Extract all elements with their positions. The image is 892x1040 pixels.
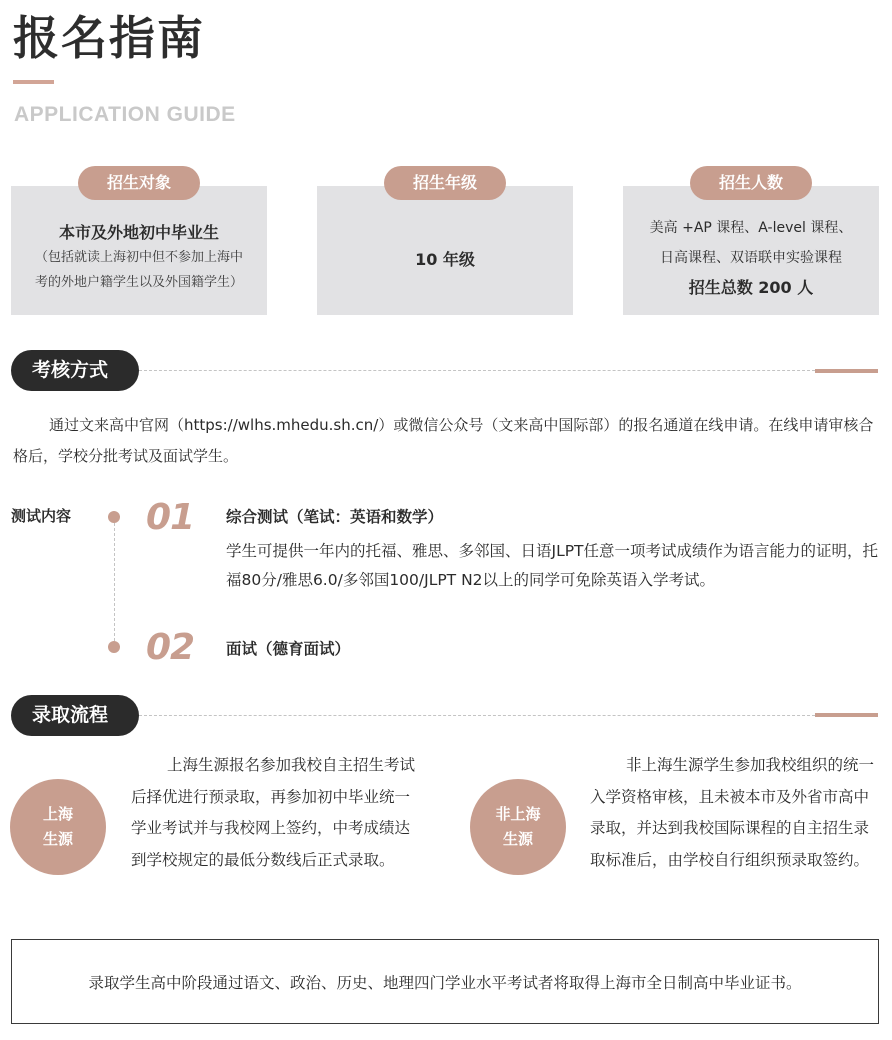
timeline-dot	[108, 641, 120, 653]
card-enrollment-count	[623, 186, 879, 315]
section-divider	[139, 715, 815, 716]
admission-nonlocal-text: 非上海生源学生参加我校组织的统一入学资格审核，且未被本市及外省市高中录取，并达到我校国际课程的自主招生录取标准后，由学校自行组织预录取签约。	[590, 756, 875, 869]
badge-line: 生源	[502, 830, 533, 848]
item-desc-written-test: 学生可提供一年内的托福、雅思、多邻国、日语JLPT任意一项考试成绩作为语言能力的证明，托福80分/雅思6.0/多邻国100/JLPT N2以上的同学可免除英语入学考试。	[226, 542, 879, 589]
card-enrollment-grade	[317, 186, 573, 315]
item-number: 01	[146, 497, 195, 538]
badge-line: 上海	[42, 805, 73, 823]
timeline-dot	[108, 511, 120, 523]
admission-local-text: 上海生源报名参加我校自主招生考试后择优进行预录取，再参加初中毕业统一学业考试并与我校网上签约，中考成绩达到学校规定的最低分数线后正式录取。	[131, 756, 416, 869]
card-tag-enrollment-target: 招生对象	[78, 166, 200, 200]
page-title: 报名指南	[13, 11, 205, 65]
section-accent-bar	[815, 369, 878, 373]
graduation-note-box	[11, 939, 879, 1024]
item-number: 02	[146, 627, 195, 668]
section-heading-assessment: 考核方式	[11, 350, 139, 391]
section-divider	[139, 370, 815, 371]
section-heading-admission: 录取流程	[11, 695, 139, 736]
test-content-label: 测试内容	[11, 507, 72, 525]
card-tag-enrollment-grade: 招生年级	[384, 166, 506, 200]
item-title-written-test: 综合测试（笔试：英语和数学）	[226, 508, 444, 526]
page-subtitle: APPLICATION GUIDE	[14, 103, 236, 126]
card-enrollment-target	[11, 186, 267, 315]
graduation-note: 录取学生高中阶段通过语文、政治、历史、地理四门学业水平考试者将取得上海市全日制高中毕业证书。	[88, 973, 802, 992]
card-tag-enrollment-count: 招生人数	[690, 166, 812, 200]
card-sub-line: 考的外地户籍学生以及外国籍学生）	[34, 275, 243, 290]
assessment-paragraph: 通过文来高中官网（https://wlhs.mhedu.sh.cn/）或微信公众号（文来高中国际部）的报名通道在线申请。在线申请审核合格后，学校分批考试及面试学生。	[13, 416, 874, 465]
card-sub-line: （包括就读上海初中但不参加上海中	[34, 250, 243, 265]
card-line: 美高 +AP 课程、A-level 课程、	[649, 220, 853, 236]
item-title-interview: 面试（德育面试）	[226, 640, 351, 658]
badge-line: 非上海	[495, 805, 541, 823]
card-total: 招生总数 200 人	[688, 278, 814, 297]
section-accent-bar	[815, 713, 878, 717]
card-line: 日高课程、双语联申实验课程	[660, 250, 842, 266]
card-main-text: 本市及外地初中毕业生	[58, 223, 219, 242]
badge-local-students	[10, 779, 106, 875]
badge-nonlocal-students	[470, 779, 566, 875]
card-main-text: 10 年级	[415, 250, 475, 269]
timeline-line	[114, 523, 115, 641]
badge-line: 生源	[42, 830, 73, 848]
title-underline	[13, 80, 54, 84]
